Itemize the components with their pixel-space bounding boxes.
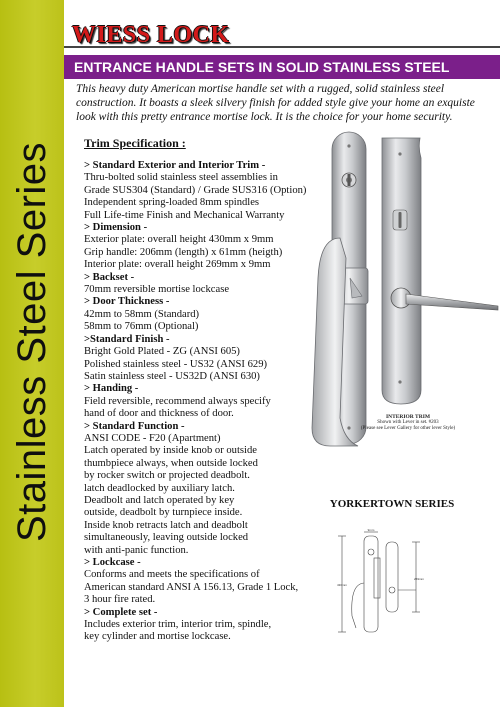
spec-line: Independent spring-loaded 8mm spindles xyxy=(84,197,260,209)
spec-line: simultaneously, leaving outside locked xyxy=(84,532,249,544)
spec-line: Satin stainless steel - US32D (ANSI 630) xyxy=(84,370,260,382)
spec-title: Trim Specification : xyxy=(84,136,186,150)
spec-line: American standard ANSI A 156.13, Grade 1 Lock, xyxy=(84,581,299,593)
spec-line: Bright Gold Plated - ZG (ANSI 605) xyxy=(84,346,240,358)
caption-line-1: Shown with Lever in set. #203 xyxy=(377,420,439,425)
interior-trim xyxy=(382,138,498,404)
caption-title: INTERIOR TRIM xyxy=(385,414,431,420)
spec-line: Interior plate: overall height 269mm x 9mm xyxy=(84,259,271,271)
spec-line: 3 hour fire rated. xyxy=(84,594,156,606)
trim-specification xyxy=(84,136,324,644)
spec-line: by rocker switch or projected deadbolt. xyxy=(84,470,250,482)
spec-line: Latch operated by inside knob or outside xyxy=(84,445,257,457)
spec-line: Exterior plate: overall height 430mm x 9mm xyxy=(84,234,274,246)
interior-trim-caption xyxy=(348,414,468,432)
section-header xyxy=(64,55,500,79)
technical-drawing xyxy=(334,528,440,638)
series-title: Stainless Steel Series xyxy=(10,141,54,543)
spec-line: 42mm to 58mm (Standard) xyxy=(84,308,200,320)
spec-line: Deadbolt and latch operated by key xyxy=(84,494,235,506)
sidebar xyxy=(0,0,64,707)
section-header-title: ENTRANCE HANDLE SETS IN SOLID STAINLESS STEEL xyxy=(74,59,450,75)
spec-heading: > Standard Exterior and Interior Trim - xyxy=(84,160,266,171)
spec-heading: > Standard Function - xyxy=(84,420,185,432)
series-name: YORKERTOWN SERIES xyxy=(329,498,455,510)
spec-line: outside, deadbolt by turnpiece inside. xyxy=(84,507,243,519)
spec-heading: > Lockcase - xyxy=(84,557,141,568)
spec-line: 70mm reversible mortise lockcase xyxy=(84,284,230,296)
dimension-right: 269mm xyxy=(413,577,425,581)
exterior-trim xyxy=(312,132,368,446)
spec-line: thumbpiece always, when outside locked xyxy=(84,457,258,469)
spec-line: Conforms and meets the specifications of xyxy=(84,569,260,581)
header-divider xyxy=(64,46,500,48)
spec-line: ANSI CODE - F20 (Apartment) xyxy=(84,432,221,444)
brand-logo: WIESS LOCK xyxy=(72,22,230,48)
spec-heading: > Complete set - xyxy=(84,606,158,618)
dimension-top: 9mm xyxy=(367,528,375,532)
spec-heading: > Backset - xyxy=(84,271,135,283)
spec-line: Field reversible, recommend always specify xyxy=(84,395,271,407)
spec-heading: > Dimension - xyxy=(84,222,148,234)
spec-line: key cylinder and mortise lockcase. xyxy=(84,631,231,643)
spec-line: Includes exterior trim, interior trim, spindle, xyxy=(84,619,272,631)
spec-line: latch deadlocked by auxiliary latch. xyxy=(84,482,235,494)
caption-line-2: (Please see Lever Gallery for other lever Style) xyxy=(360,426,456,431)
spec-line: Inside knob retracts latch and deadbolt xyxy=(84,519,248,531)
spec-line: Full Life-time Finish and Mechanical Warranty xyxy=(84,209,285,221)
spec-heading: > Door Thickness - xyxy=(84,296,170,308)
spec-line: Grade SUS304 (Standard) / Grade SUS316 (Option) xyxy=(84,184,307,196)
spec-line: Grip handle: 206mm (length) x 61mm (heigth) xyxy=(84,246,283,258)
intro-paragraph: This heavy duty American mortise handle set with a rugged, solid stainless steel construction. It boasts a sleek silvery finish for added style give your home an exquiste look with this pretty entrance mortise lock. It is the choice for your home security. xyxy=(76,83,475,123)
spec-line: Thru-bolted solid stainless steel assemblies in xyxy=(84,172,278,184)
spec-line: 58mm to 76mm (Optional) xyxy=(84,321,199,333)
spec-line: hand of door and thickness of door. xyxy=(84,408,234,420)
spec-heading: > Handing - xyxy=(84,383,139,395)
spec-body xyxy=(84,160,324,644)
spec-heading: >Standard Finish - xyxy=(84,333,170,345)
spec-line: with anti-panic function. xyxy=(84,544,189,556)
spec-line: Polished stainless steel - US32 (ANSI 629) xyxy=(84,358,268,370)
dimension-left: 430mm xyxy=(337,583,348,587)
